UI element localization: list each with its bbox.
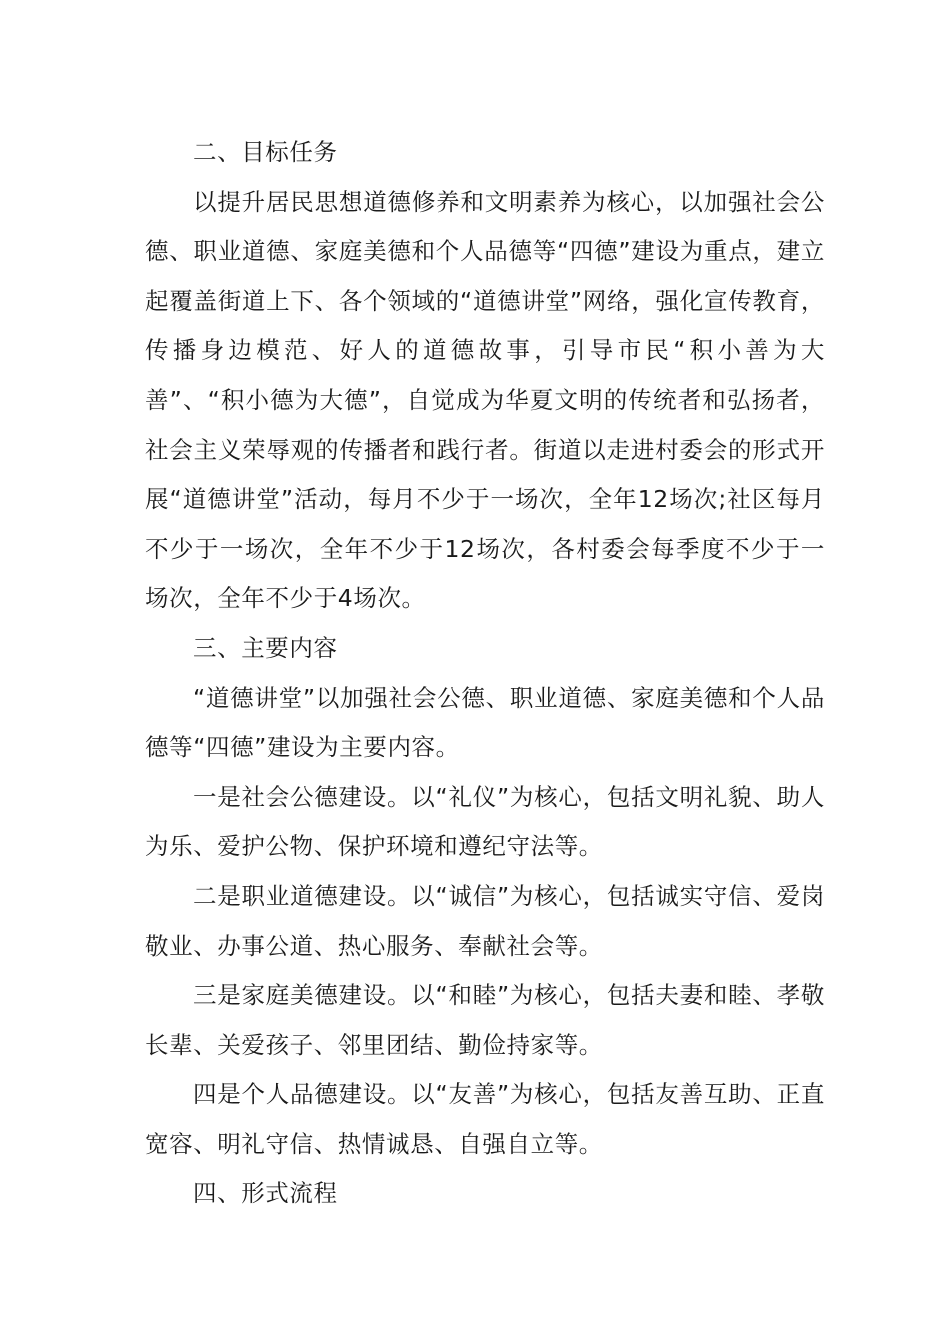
paragraph-family-virtues: 三是家庭美德建设。以“和睦”为核心，包括夫妻和睦、孝敬长辈、关爱孩子、邻里团结、勤俭持家等。 <box>145 981 825 1059</box>
paragraph-personal-character: 四是个人品德建设。以“友善”为核心，包括友善互助、正直宽容、明礼守信、热情诚恳、自强自立等。 <box>145 1080 825 1158</box>
section-heading-content: 三、主要内容 <box>193 633 338 662</box>
section-heading-goals: 二、目标任务 <box>193 138 338 166</box>
paragraph-social-morality: 一是社会公德建设。以“礼仪”为核心，包括文明礼貌、助人为乐、爱护公物、保护环境和遵纪守法等。 <box>145 782 825 861</box>
paragraph-content-intro: “道德讲堂”以加强社会公德、职业道德、家庭美德和个人品德等“四德”建设为主要内容。 <box>145 683 825 762</box>
section-heading-process: 四、形式流程 <box>193 1179 338 1208</box>
paragraph-professional-ethics: 二是职业道德建设。以“诚信”为核心，包括诚实守信、爱岗敬业、办事公道、热心服务、奉献社会等。 <box>145 881 825 960</box>
document-body <box>145 128 825 1219</box>
paragraph-goals: 以提升居民思想道德修养和文明素养为核心，以加强社会公德、职业道德、家庭美德和个人品德等“四德”建设为重点，建立起覆盖街道上下、各个领域的“道德讲堂”网络，强化宣传教育，传播身边模范、好人的道德故事，引导市民“积小善为大善”、“积小德为大德”，自觉成为华夏文明的传统者和弘扬者，社会主义荣辱观的传播者和践行者。街道以走进村委会的形式开展“道德讲堂”活动，每月不少于一场次，全年12场次;社区每月不少于一场次，全年不少于12场次，各村委会每季度不少于一场次，全年不少于4场次。 <box>145 187 825 613</box>
